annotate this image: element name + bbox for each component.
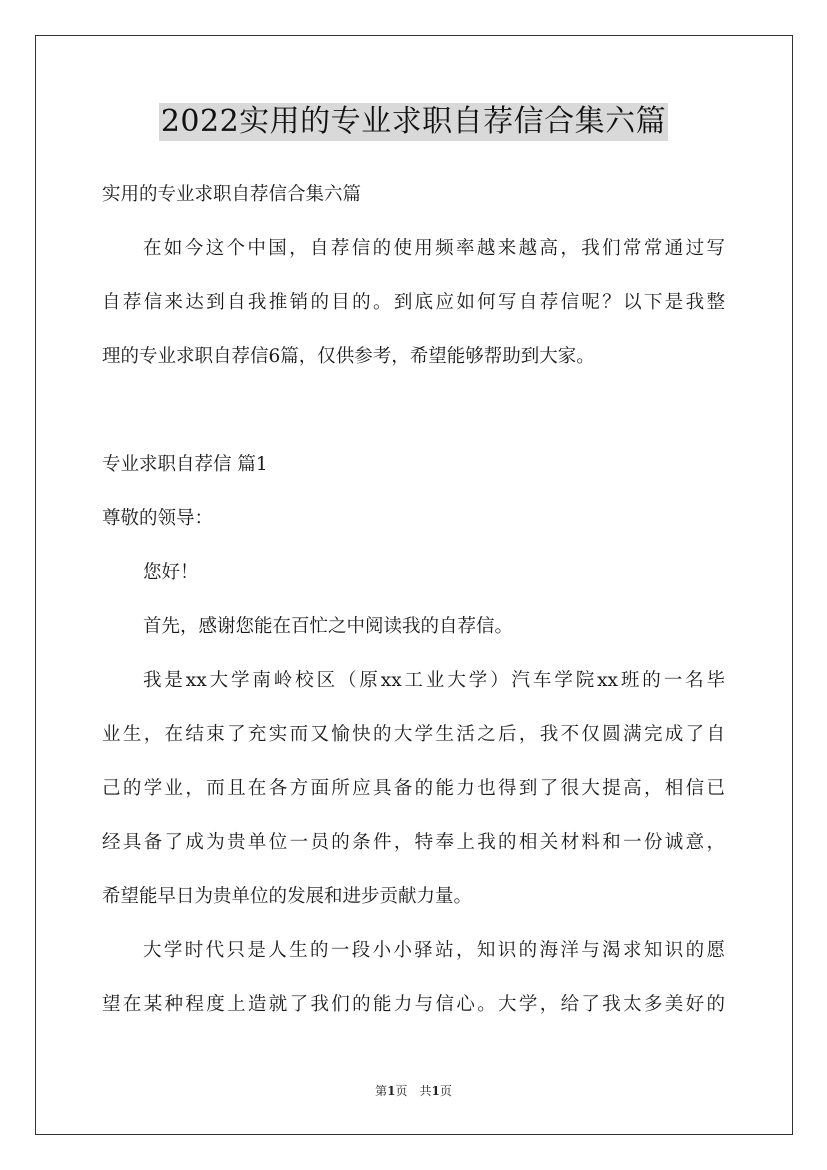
section-heading: 专业求职自荐信 篇1: [102, 454, 268, 475]
footer-page-prefix: 第: [375, 1084, 388, 1098]
intro-line-1: 在如今这个中国，自荐信的使用频率越来越高，我们常常通过写: [143, 238, 725, 259]
page-footer: [0, 1083, 827, 1099]
intro-line-2: 自荐信来达到自我推销的目的。到底应如何写自荐信呢？以下是我整: [102, 292, 725, 313]
paragraph-3-line-1: 大学时代只是人生的一段小小驿站，知识的海洋与渴求知识的愿: [143, 940, 725, 961]
paragraph-2-line-1: 我是xx大学南岭校区（原xx工业大学）汽车学院xx班的一名毕: [143, 670, 725, 691]
paragraph-3-line-2: 望在某种程度上造就了我们的能力与信心。大学，给了我太多美好的: [102, 994, 725, 1015]
footer-page-current: 1: [387, 1084, 396, 1098]
document-subtitle: 实用的专业求职自荐信合集六篇: [102, 184, 362, 205]
paragraph-2-line-3: 己的学业，而且在各方面所应具备的能力也得到了很大提高，相信已: [102, 778, 725, 799]
title-wrap: [0, 103, 827, 141]
paragraph-2-line-5: 希望能早日为贵单位的发展和进步贡献力量。: [102, 886, 473, 907]
footer-page-suffix: 页: [439, 1084, 452, 1098]
paragraph-2-line-2: 业生，在结束了充实而又愉快的大学生活之后，我不仅圆满完成了自: [102, 724, 725, 745]
document-title: 2022实用的专业求职自荐信合集六篇: [160, 104, 667, 139]
paragraph-2-line-4: 经具备了成为贵单位一员的条件，特奉上我的相关材料和一份诚意，: [102, 832, 725, 853]
greeting: 您好！: [143, 562, 199, 583]
footer-page-total: 1: [431, 1084, 440, 1098]
intro-line-3: 理的专业求职自荐信6篇，仅供参考，希望能够帮助到大家。: [102, 346, 595, 367]
paragraph-1: 首先，感谢您能在百忙之中阅读我的自荐信。: [143, 616, 514, 637]
salutation: 尊敬的领导：: [102, 508, 214, 529]
footer-page-mid: 页 共: [395, 1084, 432, 1098]
